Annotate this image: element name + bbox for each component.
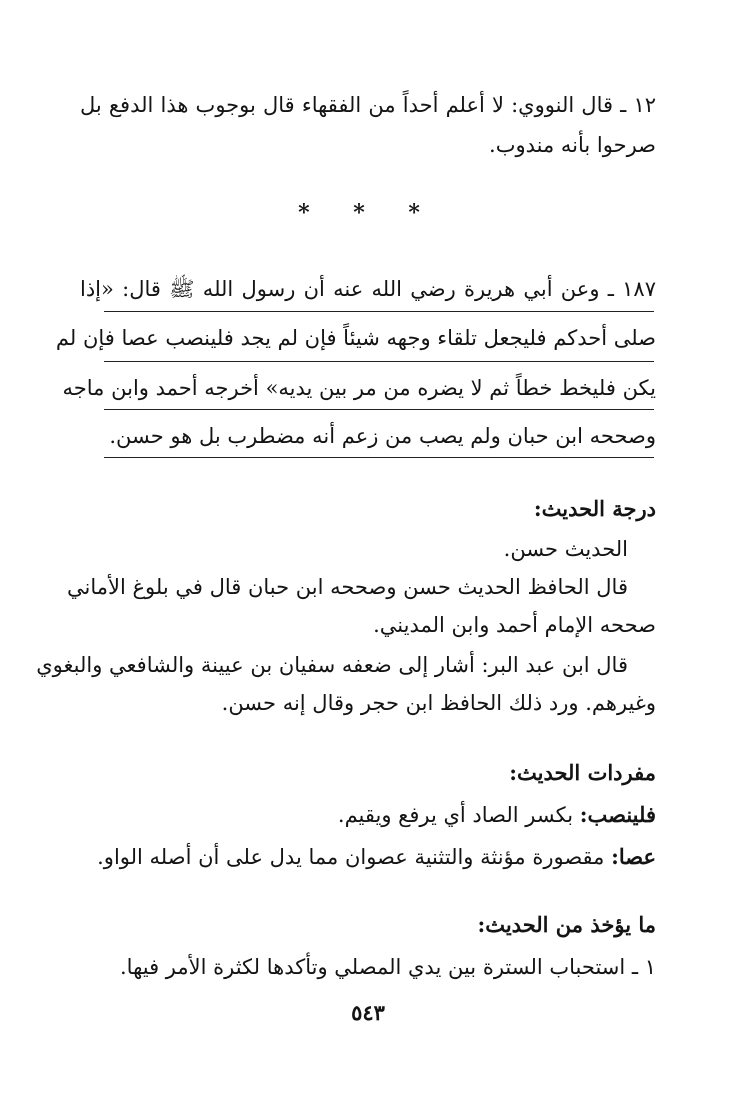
hadith-line-4: وصححه ابن حبان ولم يصب من زعم أنه مضطرب بل هو حسن.: [109, 424, 656, 448]
grade-paragraph-3-line-2: وغيرهم. ورد ذلك الحافظ ابن حجر وقال إنه حسن.: [221, 691, 656, 715]
underline-rule: [104, 361, 654, 362]
grade-paragraph-2-line-1: قال الحافظ الحديث حسن وصححه ابن حبان قال في بلوغ الأماني: [67, 575, 628, 599]
page-number: ٥٤٣: [351, 1000, 385, 1025]
underline-rule: [104, 457, 654, 458]
grade-paragraph-1: الحديث حسن.: [503, 537, 628, 561]
vocab-item-2: [80, 842, 656, 872]
hadith-line-2: صلى أحدكم فليجعل تلقاء وجهه شيئاً فإن لم يجد فلينصب عصا فإن لم: [55, 326, 656, 350]
lessons-heading: ما يؤخذ من الحديث:: [477, 912, 656, 937]
hadith-line-1: ١٨٧ ـ وعن أبي هريرة رضي الله عنه أن رسول الله ﷺ قال: «إذا: [80, 277, 656, 301]
grade-paragraph-2-line-2: صححه الإمام أحمد وابن المديني.: [373, 613, 656, 637]
grade-heading: درجة الحديث:: [533, 496, 656, 521]
vocab-heading: مفردات الحديث:: [509, 760, 656, 785]
section-separator: * * *: [298, 200, 438, 226]
note-12-line-2: صرحوا بأنه مندوب.: [489, 133, 656, 157]
vocab-term: عصا:: [611, 844, 656, 869]
note-12-line-1: ١٢ ـ قال النووي: لا أعلم أحداً من الفقهاء قال بوجوب هذا الدفع بل: [80, 93, 656, 117]
underline-rule: [104, 409, 654, 410]
lessons-item-1: ١ ـ استحباب السترة بين يدي المصلي وتأكدها لكثرة الأمر فيها.: [120, 955, 656, 979]
grade-paragraph-3-line-1: قال ابن عبد البر: أشار إلى ضعفه سفيان بن عيينة والشافعي والبغوي: [36, 653, 628, 677]
vocab-item-1: [80, 800, 656, 830]
vocab-definition: مقصورة مؤنثة والتثنية عصوان مما يدل على أن أصله الواو.: [97, 845, 612, 869]
vocab-term: فلينصب:: [579, 802, 656, 827]
underline-rule: [104, 311, 654, 312]
vocab-definition: بكسر الصاد أي يرفع ويقيم.: [337, 803, 580, 827]
hadith-line-3: يكن فليخط خطاً ثم لا يضره من مر بين يديه» أخرجه أحمد وابن ماجه: [62, 376, 656, 400]
